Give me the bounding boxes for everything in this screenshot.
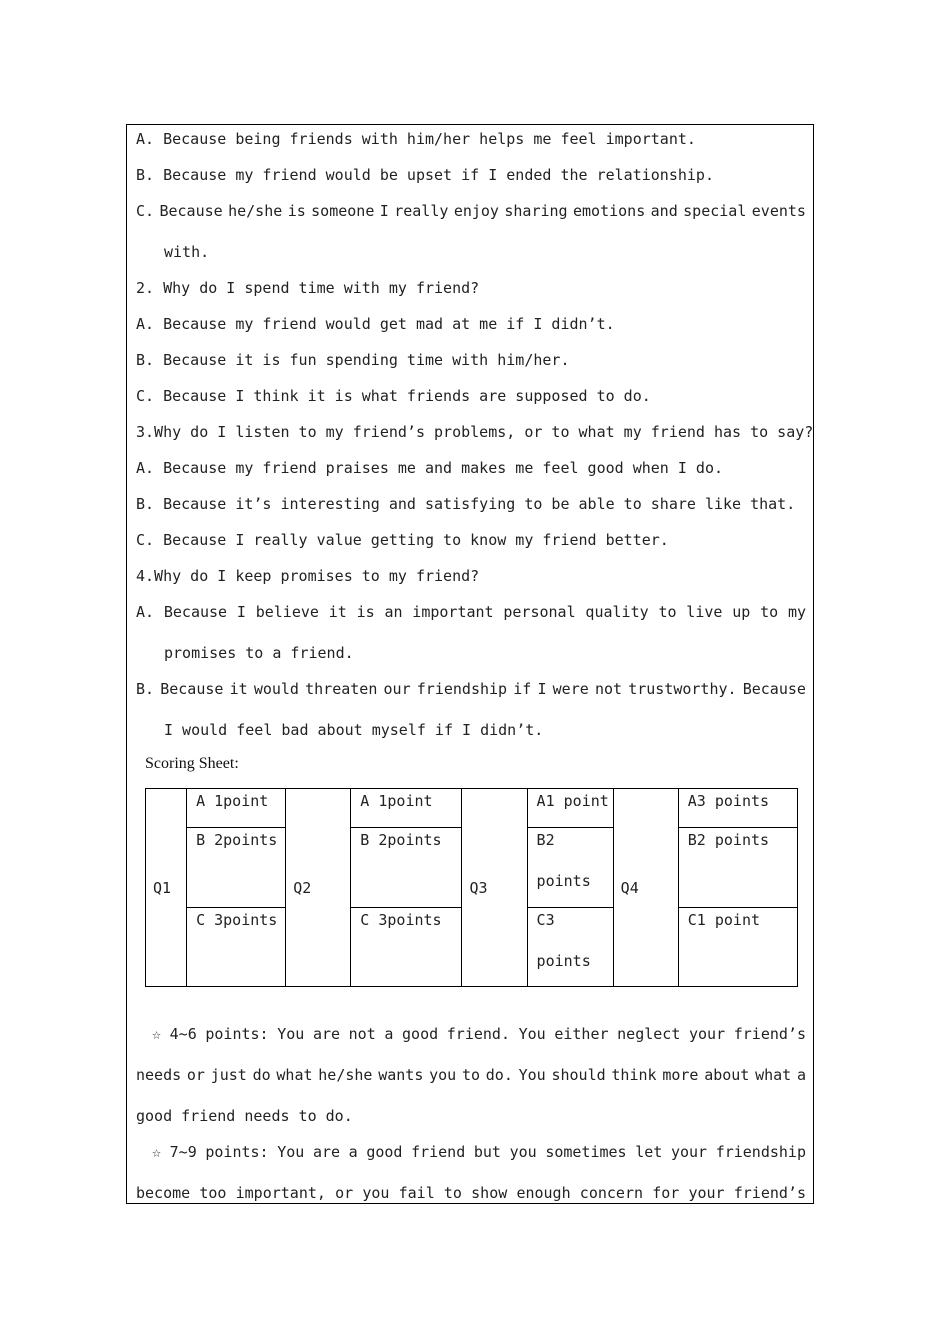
word: B. [136, 680, 155, 698]
word: are [312, 1143, 341, 1161]
word: do [252, 1066, 271, 1084]
word: good [366, 1143, 403, 1161]
q2-score-c: C 3points [351, 908, 462, 987]
q2-option-c: C. Because I think it is what friends are supposed to do. [136, 387, 651, 405]
word: not [594, 680, 623, 698]
word: believe [255, 603, 319, 621]
scoring-table [145, 788, 798, 987]
word: friendship [715, 1143, 806, 1161]
word: is [287, 202, 306, 220]
word: I [236, 603, 246, 621]
word: should [551, 1066, 606, 1084]
result-7-9-line1 [152, 1143, 806, 1161]
q2-score-b: B 2points [351, 828, 462, 908]
word: friend [411, 1143, 466, 1161]
word: enjoy [453, 202, 499, 220]
result-4-6-line3: good friend needs to do. [136, 1107, 353, 1125]
word: A. [136, 603, 155, 621]
word: important [412, 603, 494, 621]
q3-label: Q3 [462, 789, 527, 987]
word: more [662, 1066, 699, 1084]
word: to [461, 1066, 481, 1084]
q1-label: Q1 [146, 789, 187, 987]
word: would [253, 680, 299, 698]
word: if [513, 680, 532, 698]
q2-option-a: A. Because my friend would get mad at me if I didn’t. [136, 315, 615, 333]
word: needs [136, 1066, 182, 1084]
word: our [383, 680, 411, 698]
q1-score-a: A 1point [187, 789, 286, 828]
word: fail [398, 1184, 435, 1202]
word: let [635, 1143, 663, 1161]
word: emotions [573, 202, 646, 220]
q4-score-c: C1 point [678, 908, 797, 987]
word: Because [163, 603, 228, 621]
word: someone [311, 202, 375, 220]
word: is [356, 603, 375, 621]
word: were [552, 680, 589, 698]
word: Because [159, 202, 223, 220]
word: events [751, 202, 806, 220]
word: or [186, 1066, 205, 1084]
word: he/she [318, 1066, 373, 1084]
q3-score-c: C3 points [527, 908, 613, 987]
q3-score-a: A1 point [527, 789, 613, 828]
word: you [362, 1184, 390, 1202]
scoring-sheet-title: Scoring Sheet: [145, 755, 239, 772]
word: friendship [416, 680, 508, 698]
word: 7~9 [169, 1143, 197, 1161]
word: become [136, 1184, 191, 1202]
q1-option-b: B. Because my friend would be upset if I ended the relationship. [136, 166, 714, 184]
q2-option-b: B. Because it is fun spending time with him/her. [136, 351, 570, 369]
word: an [384, 603, 403, 621]
word: do. [485, 1066, 513, 1084]
word: not [348, 1025, 376, 1043]
q2-score-a: A 1point [351, 789, 462, 828]
word: You [518, 1066, 546, 1084]
word: 4~6 [169, 1025, 197, 1043]
word: to [443, 1184, 462, 1202]
word: a [348, 1143, 358, 1161]
word: a [384, 1025, 394, 1043]
word: live [686, 603, 723, 621]
word: what [755, 1066, 792, 1084]
result-7-9-line2 [136, 1184, 806, 1202]
q1-option-a: A. Because being friends with him/her helps me feel important. [136, 130, 696, 148]
word: sometimes [545, 1143, 627, 1161]
word: are [312, 1025, 341, 1043]
word: quality [585, 603, 649, 621]
q4-option-a-cont: promises to a friend. [164, 644, 354, 662]
q3-option-b: B. Because it’s interesting and satisfying to be able to share like that. [136, 495, 796, 513]
q4-score-a: A3 points [678, 789, 797, 828]
q1-option-c [136, 202, 806, 220]
word: threaten [305, 680, 378, 698]
word: personal [503, 603, 576, 621]
word: neglect [617, 1025, 681, 1043]
word: my [787, 603, 806, 621]
word: good [402, 1025, 439, 1043]
word: concern [579, 1184, 644, 1202]
word: points: [205, 1143, 269, 1161]
q4-question: 4.Why do I keep promises to my friend? [136, 567, 480, 585]
word: important, [235, 1184, 326, 1202]
word: just [210, 1066, 247, 1084]
word: it [328, 603, 347, 621]
word: or [335, 1184, 354, 1202]
word: what [276, 1066, 313, 1084]
q4-score-b: B2 points [678, 828, 797, 908]
word: show [471, 1184, 508, 1202]
word: your [670, 1143, 708, 1161]
word: You [518, 1025, 546, 1043]
word: up [732, 603, 751, 621]
word: C. [136, 202, 155, 220]
content-frame [126, 124, 814, 1204]
word: You [277, 1025, 305, 1043]
word: your [689, 1025, 726, 1043]
word: to [760, 603, 779, 621]
word: trustworthy. [628, 680, 737, 698]
q2-question: 2. Why do I spend time with my friend? [136, 279, 480, 297]
word: Because [160, 680, 224, 698]
q2-label: Q2 [286, 789, 351, 987]
word: points: [205, 1025, 269, 1043]
q4-label: Q4 [613, 789, 678, 987]
word: You [277, 1143, 305, 1161]
word: for [652, 1184, 680, 1202]
q3-score-b: B2 points [527, 828, 613, 908]
q1-score-c: C 3points [187, 908, 286, 987]
word: ☆ [152, 1143, 162, 1161]
word: a [796, 1066, 806, 1084]
word: special [683, 202, 747, 220]
word: but [473, 1143, 501, 1161]
q4-option-b [136, 680, 806, 698]
q3-question: 3.Why do I listen to my friend’s problems, or to what my friend has to say? [136, 423, 814, 441]
result-4-6-line1 [152, 1025, 806, 1043]
q1-option-c-cont: with. [164, 243, 210, 261]
word: too [199, 1184, 227, 1202]
q4-option-b-cont: I would feel bad about myself if I didn’t. [164, 721, 544, 739]
word: I [537, 680, 547, 698]
q3-option-a: A. Because my friend praises me and makes me feel good when I do. [136, 459, 723, 477]
word: you [509, 1143, 537, 1161]
q3-option-c: C. Because I really value getting to know my friend better. [136, 531, 669, 549]
word: either [554, 1025, 609, 1043]
word: to [658, 603, 677, 621]
word: friend’s [733, 1025, 806, 1043]
result-4-6-line2 [136, 1066, 806, 1084]
word: Because [742, 680, 806, 698]
word: about [704, 1066, 750, 1084]
word: enough [516, 1184, 571, 1202]
word: it [229, 680, 248, 698]
word: he/she [228, 202, 283, 220]
word: I [379, 202, 389, 220]
word: wants [378, 1066, 424, 1084]
word: ☆ [152, 1025, 162, 1043]
q4-option-a [136, 603, 806, 621]
word: really [394, 202, 449, 220]
word: you [429, 1066, 457, 1084]
q1-score-b: B 2points [187, 828, 286, 908]
word: and [650, 202, 678, 220]
word: sharing [504, 202, 568, 220]
word: friend’s [733, 1184, 806, 1202]
word: your [688, 1184, 725, 1202]
word: friend. [446, 1025, 510, 1043]
word: think [611, 1066, 657, 1084]
